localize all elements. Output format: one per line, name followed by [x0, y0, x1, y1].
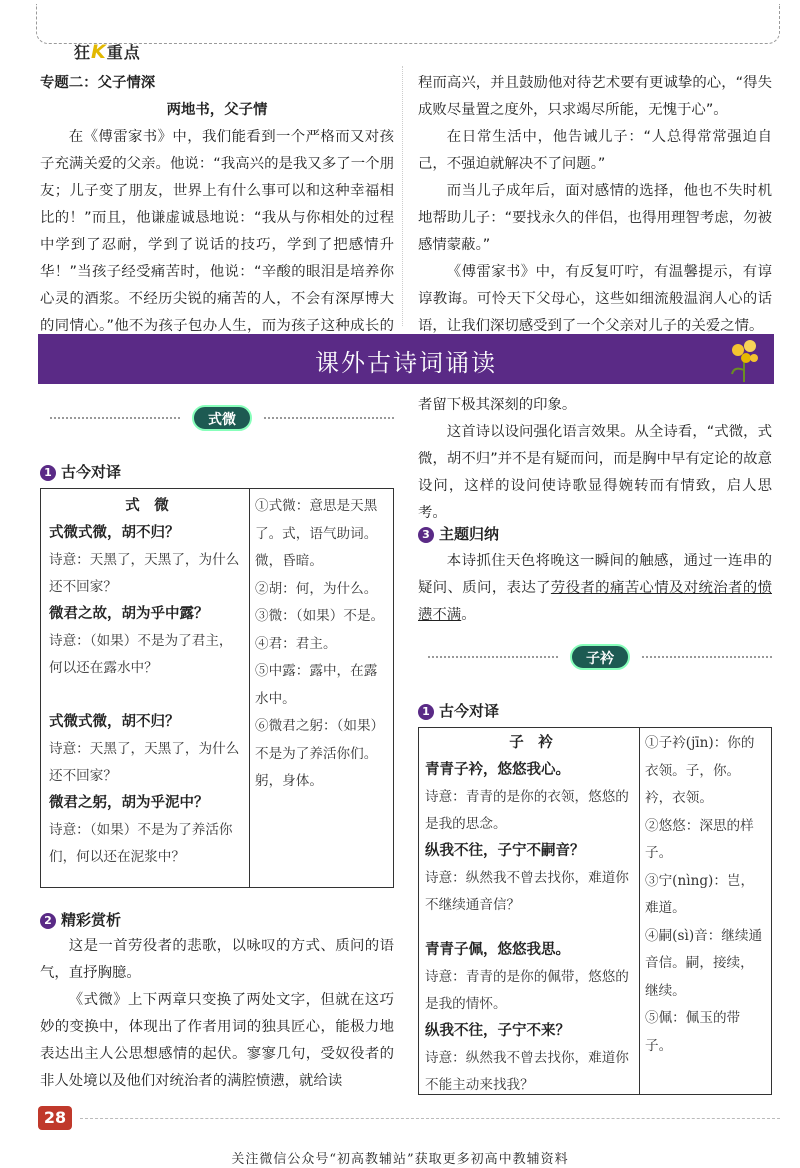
- number-badge: 1: [40, 465, 56, 481]
- poem-translation: 诗意：青青的是你的佩带，悠悠的是我的情怀。: [425, 969, 629, 1012]
- poem-line: 纵我不往，子宁不来？: [425, 1023, 570, 1039]
- subheading: 1 古今对译: [40, 461, 121, 482]
- section-label: 式微: [192, 405, 252, 431]
- footer-note: 关注微信公众号“初高教辅站”获取更多初高中教辅资料: [231, 1152, 569, 1167]
- section-label: 子衿: [570, 644, 630, 670]
- flower-icon: [724, 336, 764, 382]
- note-item: ④君：君主。: [255, 635, 337, 652]
- appreciation-paragraph: 《式微》上下两章只变换了两处文字，但就在这巧妙的变换中，体现出了作者用词的独具匠心，能极力地表达出主人公思想感情的起伏。寥寥几句，受奴役者的非人处境以及他们对统治者的满腔愤懑，就给读: [40, 992, 394, 1089]
- appreciation-paragraph: 这首诗以设问强化语言效果。从全诗看，“式微，式微，胡不归”并不是有疑而问，而是胸中早有定论的故意设问，这样的设问使诗歌显得婉转而有情致，启人思考。: [418, 424, 772, 521]
- column-separator: [402, 66, 403, 326]
- top-frame: [36, 4, 780, 44]
- topic-paragraph: 而当儿子成年后，面对感情的选择，他也不失时机地帮助儿子：“要找永久的伴侣，也得用理智考虑，勿被感情蒙蔽。”: [418, 183, 772, 253]
- poem-line: 纵我不往，子宁不嗣音？: [425, 843, 585, 859]
- poem-line: 式微式微，胡不归？: [49, 525, 180, 541]
- note-item: ⑥微君之躬：（如果）不是为了养活你们。躬，身体。: [255, 718, 385, 789]
- number-badge: 3: [418, 527, 434, 543]
- footer-divider: [80, 1118, 780, 1119]
- poem-column: [49, 493, 245, 871]
- poem-translation: 诗意：（如果）不是为了君主，何以还在露水中？: [49, 633, 233, 676]
- topic-subtitle: 两地书，父子情: [166, 102, 268, 118]
- poem-line: 青青子衿，悠悠我心。: [425, 762, 570, 778]
- theme-highlight: 劳役者的痛苦心情及对统治者的愤懑不满: [418, 580, 772, 623]
- poem-translation: 诗意：纵然我不曾去找你，难道你不能主动来找我？: [425, 1050, 629, 1093]
- poem-column: [425, 730, 637, 1099]
- shiwei-right-column: [418, 392, 772, 527]
- poem-line: 微君之故，胡为乎中露？: [49, 606, 209, 622]
- poem-translation: 诗意：天黑了，天黑了，为什么还不回家？: [49, 552, 240, 595]
- theme-text: 本诗抓住天色将晚这一瞬间的触感，通过一连串的疑问、质问，表达了劳役者的痛苦心情及对统治者的愤懑不满。: [418, 553, 772, 623]
- brand-logo: 狂K重点: [74, 41, 141, 63]
- appreciation-paragraph: 这是一首劳役者的悲歌，以咏叹的方式、质问的语气，直抒胸臆。: [40, 938, 394, 981]
- note-item: ③微：（如果）不是。: [255, 608, 385, 624]
- note-item: ③宁(nìng)：岂，难道。: [645, 872, 755, 916]
- topic-paragraph: 在《傅雷家书》中，我们能看到一个严格而又对孩子充满关爱的父亲。他说：“我高兴的是我又多了一个朋友；儿子变了朋友，世界上有什么事可以和这种幸福相比的！”而且，他谦虚诚恳地说：“我从与你相处的过程中学到了忍耐，学到了说话的技巧，学到了把感情升华！”当孩子经受痛苦时，他说：“辛酸的眼泪是培养你心灵的酒浆。不经历尖锐的痛苦的人，不会有深厚博大的同情心。”他不为孩子包办人生，而为孩子这种成长的: [40, 129, 394, 334]
- topic-paragraph: 在日常生活中，他告诫儿子：“人总得常常强迫自己，不强迫就解决不了问题。”: [418, 129, 772, 172]
- note-item: ⑤中露：露中，在露水中。: [255, 663, 378, 707]
- section-header-shiwei: [50, 405, 394, 431]
- subheading: 2 精彩赏析: [40, 909, 121, 930]
- topic-paragraph: 程而高兴，并且鼓励他对待艺术要有更诚挚的心，“得失成败尽量置之度外，只求竭尽所能，无愧于心”。: [418, 75, 772, 118]
- section-header-zijin: [428, 644, 772, 670]
- note-item: ②悠悠：深思的样子。: [645, 817, 754, 861]
- appreciation-text: [40, 933, 394, 1095]
- note-item: ①式微：意思是天黑了。式，语气助词。微，昏暗。: [255, 498, 378, 569]
- translation-table: [418, 727, 772, 1095]
- note-item: ⑤佩：佩玉的带子。: [645, 1010, 741, 1054]
- translation-table: [40, 488, 394, 888]
- number-badge: 1: [418, 704, 434, 720]
- poem-line: 式微式微，胡不归？: [49, 714, 180, 730]
- poem-line: 微君之躬，胡为乎泥中？: [49, 795, 209, 811]
- number-badge: 2: [40, 913, 56, 929]
- note-item: ①子衿(jīn)：你的衣领。子，你。衿，衣领。: [645, 735, 755, 806]
- subheading: 3 主题归纳: [418, 523, 499, 544]
- banner-title: 课外古诗词诵读: [315, 349, 497, 377]
- note-item: ②胡：何，为什么。: [255, 580, 378, 597]
- topic-right-column: [418, 70, 772, 340]
- poem-translation: 诗意：天黑了，天黑了，为什么还不回家？: [49, 741, 240, 784]
- page-number: 28: [38, 1106, 72, 1130]
- topic-left-column: [40, 70, 394, 367]
- poem-translation: 诗意：（如果）不是为了养活你们，何以还在泥浆中？: [49, 822, 233, 865]
- poem-title: 式 微: [125, 498, 169, 514]
- appreciation-paragraph: 者留下极其深刻的印象。: [418, 397, 577, 413]
- poem-line: 青青子佩，悠悠我思。: [425, 942, 570, 958]
- topic-title: 专题二：父子情深: [40, 75, 156, 91]
- notes-column: [255, 493, 389, 796]
- subheading: 1 古今对译: [418, 700, 499, 721]
- notes-column: [645, 730, 767, 1060]
- poem-title: 子 衿: [509, 735, 553, 751]
- note-item: ④嗣(sì)音：继续通音信。嗣，接续，继续。: [645, 927, 763, 999]
- section-banner: [38, 334, 774, 384]
- topic-paragraph: 《傅雷家书》中，有反复叮咛，有温馨提示，有谆谆教诲。可怜天下父母心，这些如细流般温润人心的话语，让我们深切感受到了一个父亲对儿子的关爱之情。: [418, 264, 772, 334]
- poem-translation: 诗意：青青的是你的衣领，悠悠的是我的思念。: [425, 789, 629, 832]
- poem-translation: 诗意：纵然我不曾去找你，难道你不继续通音信？: [425, 870, 629, 913]
